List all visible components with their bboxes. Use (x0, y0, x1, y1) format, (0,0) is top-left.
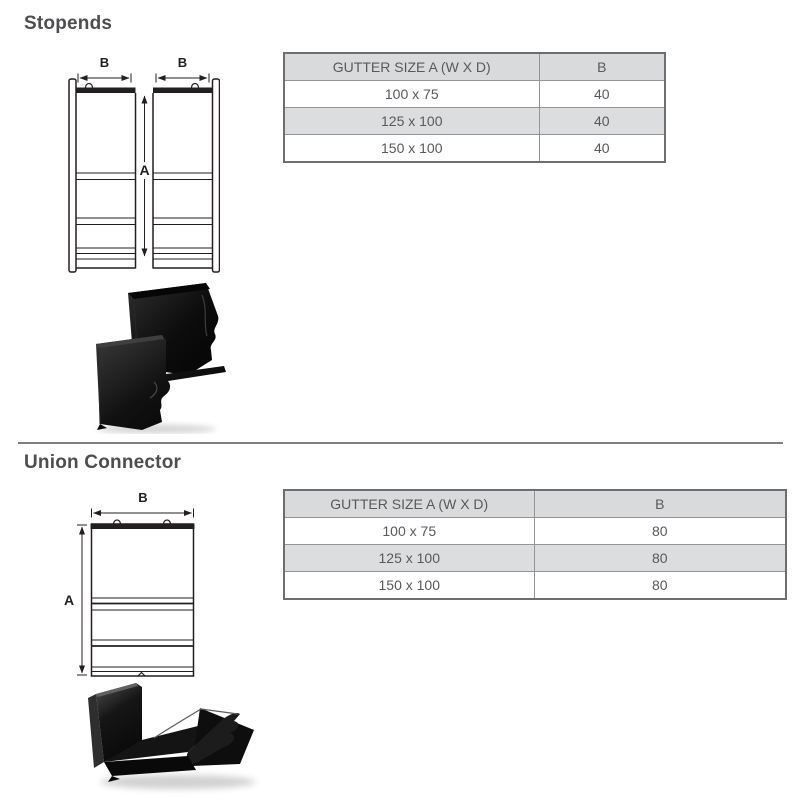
col-header-gutter-size: GUTTER SIZE A (W X D) (284, 53, 539, 81)
b-value-cell: 80 (534, 572, 786, 600)
table-row (284, 135, 665, 163)
dim-label-a: A (139, 162, 150, 178)
union-connector-technical-drawing (60, 488, 200, 683)
table-row (284, 572, 786, 600)
table-row (284, 518, 786, 545)
table-row (284, 108, 665, 135)
gutter-size-cell: 125 x 100 (284, 545, 534, 572)
section-divider (18, 442, 783, 444)
b-value-cell: 40 (539, 108, 665, 135)
product-shadow (100, 775, 256, 789)
stopends-technical-drawing (60, 50, 220, 285)
b-value-cell: 80 (534, 545, 786, 572)
table-row (284, 81, 665, 108)
col-header-gutter-size: GUTTER SIZE A (W X D) (284, 490, 534, 518)
b-value-cell: 80 (534, 518, 786, 545)
table-row (284, 545, 786, 572)
dimension-arrow-a (64, 525, 87, 675)
dimension-arrow-a (137, 96, 152, 256)
dimension-arrow-b-right (156, 55, 209, 83)
b-value-cell: 40 (539, 135, 665, 163)
col-header-b: B (539, 53, 665, 81)
dimension-arrow-b (92, 490, 194, 518)
gutter-size-cell: 125 x 100 (284, 108, 539, 135)
union-connector-section-title: Union Connector (24, 452, 182, 473)
gutter-size-cell: 100 x 75 (284, 518, 534, 545)
dim-label-b-left: B (99, 55, 110, 70)
dimension-arrow-b-left (78, 55, 131, 83)
b-value-cell: 40 (539, 81, 665, 108)
union-connector-size-table (283, 489, 787, 600)
stopends-size-table (283, 52, 666, 163)
union-connector-product-image (70, 678, 290, 800)
stopends-section-title: Stopends (24, 13, 113, 34)
col-header-b: B (534, 490, 786, 518)
gutter-size-cell: 100 x 75 (284, 81, 539, 108)
union-connector-piece (88, 683, 254, 782)
stopend-profile-left (69, 79, 136, 272)
dim-label-b-right: B (177, 55, 188, 70)
dim-label-b: B (138, 490, 148, 505)
gutter-size-cell: 150 x 100 (284, 572, 534, 600)
dim-label-a: A (63, 592, 75, 608)
union-connector-profile (91, 520, 195, 676)
gutter-size-cell: 150 x 100 (284, 135, 539, 163)
table-header-row (284, 53, 665, 81)
table-header-row (284, 490, 786, 518)
stopend-profile-right (153, 79, 220, 272)
stopends-product-image (90, 282, 270, 434)
